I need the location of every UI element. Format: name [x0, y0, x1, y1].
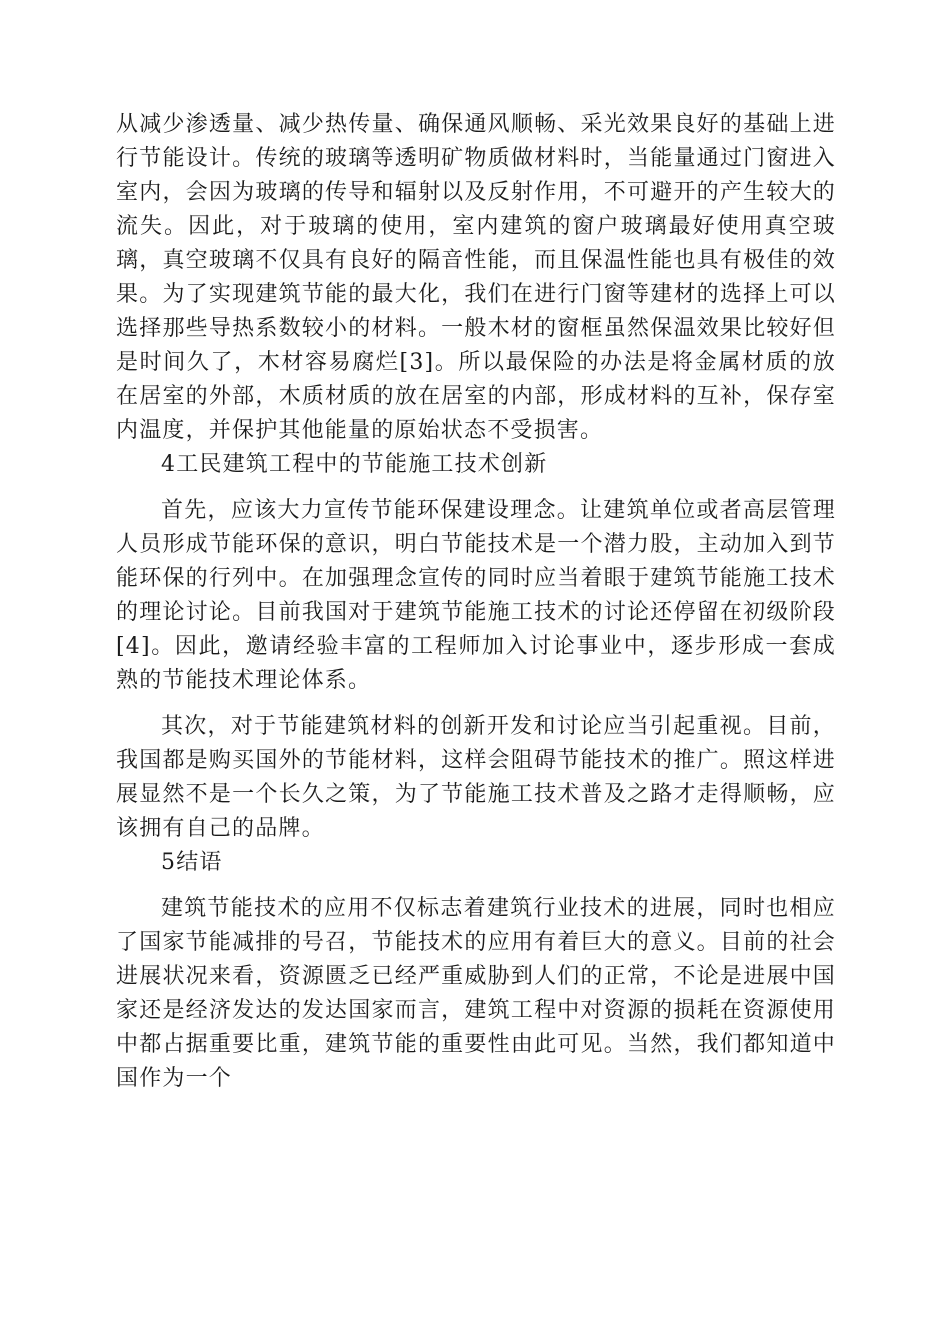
body-paragraph-firstly: 首先，应该大力宣传节能环保建设理念。让建筑单位或者高层管理人员形成节能环保的意识，明白节能技术是一个潜力股，主动加入到节能环保的行列中。在加强理念宣传的同时应当着眼于建筑节能施工技术的理论讨论。目前我国对于建筑节能施工技术的讨论还停留在初级阶段[4]。因此，邀请经验丰富的工程师加入讨论事业中，逐步形成一套成熟的节能技术理论体系。 — [116, 498, 836, 693]
body-paragraph-windows: 从减少渗透量、减少热传量、确保通风顺畅、采光效果良好的基础上进行节能设计。传统的玻璃等透明矿物质做材料时，当能量通过门窗进入室内，会因为玻璃的传导和辐射以及反射作用，不可避开的产生较大的流失。因此，对于玻璃的使用，室内建筑的窗户玻璃最好使用真空玻璃，真空玻璃不仅具有良好的隔音性能，而且保温性能也具有极佳的效果。为了实现建筑节能的最大化，我们在进行门窗等建材的选择上可以选择那些导热系数较小的材料。一般木材的窗框虽然保温效果比较好但是时间久了，木材容易腐烂[3]。所以最保险的办法是将金属材质的放在居室的外部，木质材质的放在居室的内部，形成材料的互补，保存室内温度，并保护其他能量的原始状态不受损害。 — [116, 112, 836, 443]
body-paragraph-conclusion: 建筑节能技术的应用不仅标志着建筑行业技术的进展，同时也相应了国家节能减排的号召，节能技术的应用有着巨大的意义。目前的社会进展状况来看，资源匮乏已经严重威胁到人们的正常，不论是进展中国家还是经济发达的发达国家而言，建筑工程中对资源的损耗在资源使用中都占据重要比重，建筑节能的重要性由此可见。当然，我们都知道中国作为一个 — [116, 896, 836, 1091]
section-heading-5: 5结语 — [161, 850, 223, 875]
body-paragraph-secondly: 其次，对于节能建筑材料的创新开发和讨论应当引起重视。目前，我国都是购买国外的节能材料，这样会阻碍节能技术的推广。照这样进展显然不是一个长久之策，为了节能施工技术普及之路才走得顺畅，应该拥有自己的品牌。 — [116, 714, 836, 841]
section-heading-4: 4工民建筑工程中的节能施工技术创新 — [161, 452, 548, 477]
document-body — [116, 108, 836, 1096]
